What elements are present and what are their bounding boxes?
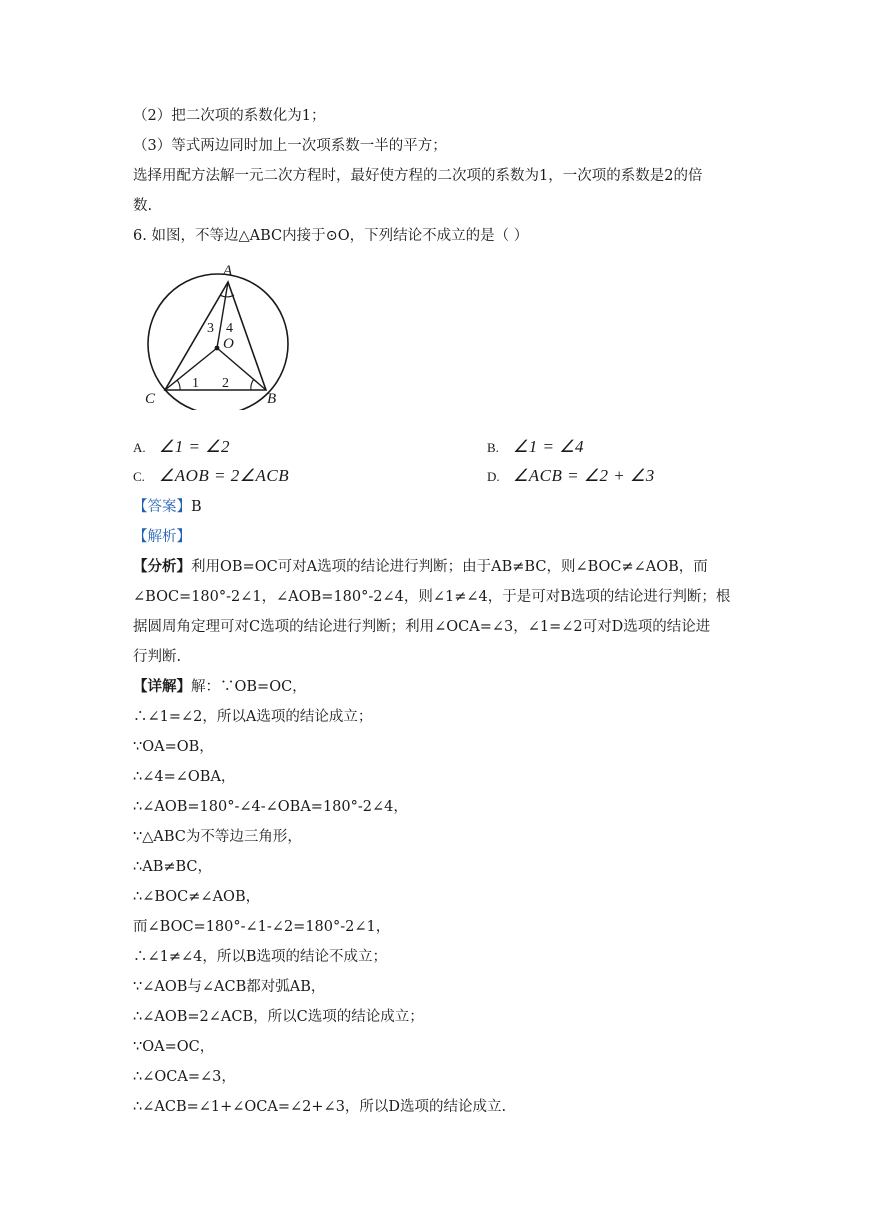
label-point-c: C	[145, 391, 156, 407]
option-c-expr: ∠AOB = 2∠ACB	[159, 466, 290, 485]
analysis-label: 【分析】	[133, 558, 191, 575]
detail-step: 而∠BOC=180°-∠1-∠2=180°-2∠1，	[133, 919, 391, 935]
detail-step: ∵OA=OB，	[133, 739, 214, 755]
detail-step: ∴AB≠BC，	[133, 859, 213, 875]
detail-step: ∴∠1≠∠4，所以B选项的结论不成立；	[133, 949, 388, 965]
label-angle-4: 4	[226, 321, 233, 336]
detail-first: 解：∵OB=OC，	[191, 679, 307, 695]
label-angle-3: 3	[207, 321, 214, 336]
option-b-tag: B.	[487, 440, 499, 455]
answer-value: B	[191, 499, 202, 515]
analysis-line-1	[133, 557, 708, 577]
geometry-figure	[140, 258, 300, 410]
angle-arc-1	[177, 380, 180, 390]
intro-line-4: 数.	[133, 198, 153, 214]
option-d-tag: D.	[487, 469, 500, 484]
analysis-header: 【解析】	[133, 529, 191, 545]
option-a-tag: A.	[133, 440, 146, 455]
answer-label: 【答案】	[133, 499, 191, 515]
analysis-text-1: 利用OB=OC可对A选项的结论进行判断；由于AB≠BC，则∠BOC≠∠AOB，而	[191, 559, 708, 575]
label-point-a: A	[223, 263, 233, 279]
circle-triangle-diagram	[140, 258, 300, 410]
intro-line-3: 选择用配方法解一元二次方程时，最好使方程的二次项的系数为1，一次项的系数是2的倍	[133, 168, 703, 184]
detail-label: 【详解】	[133, 678, 191, 695]
intro-line-1: （2）把二次项的系数化为1；	[133, 108, 326, 124]
option-c	[133, 465, 289, 488]
option-b	[487, 436, 584, 459]
question-text: 6. 如图，不等边△ABC内接于⊙O，下列结论不成立的是（ ）	[133, 228, 529, 244]
label-angle-2: 2	[222, 376, 229, 391]
center-point-o	[215, 346, 220, 351]
answer-line	[133, 497, 202, 517]
detail-step: ∵OA=OC，	[133, 1039, 215, 1055]
label-point-o: O	[223, 336, 234, 352]
analysis-line-3: 据圆周角定理可对C选项的结论进行判断；利用∠OCA=∠3，∠1=∠2可对D选项的结论进	[133, 619, 711, 635]
detail-step: ∴∠AOB=180°-∠4-∠OBA=180°-2∠4，	[133, 799, 408, 815]
intro-line-2: （3）等式两边同时加上一次项系数一半的平方；	[133, 138, 447, 154]
option-d-expr: ∠ACB = ∠2 + ∠3	[513, 466, 655, 485]
segment-oc	[165, 348, 217, 390]
detail-step: ∴∠AOB=2∠ACB，所以C选项的结论成立；	[133, 1009, 424, 1025]
detail-step: ∴∠OCA=∠3，	[133, 1069, 236, 1085]
detail-step: ∴∠4=∠OBA，	[133, 769, 236, 785]
option-c-tag: C.	[133, 469, 145, 484]
triangle-abc	[165, 282, 266, 390]
option-d	[487, 465, 655, 488]
analysis-line-2: ∠BOC=180°-2∠1，∠AOB=180°-2∠4，则∠1≠∠4，于是可对B选项的结论进行判断；根	[133, 589, 731, 605]
detail-step: ∴∠1=∠2，所以A选项的结论成立；	[133, 709, 373, 725]
option-a	[133, 436, 230, 459]
label-point-b: B	[267, 391, 277, 407]
detail-step: ∴∠ACB=∠1+∠OCA=∠2+∠3，所以D选项的结论成立.	[133, 1099, 507, 1115]
detail-line-0	[133, 677, 307, 697]
analysis-line-4: 行判断.	[133, 649, 182, 665]
angle-arc-2	[251, 379, 254, 390]
detail-step: ∵∠AOB与∠ACB都对弧AB，	[133, 979, 326, 995]
detail-step: ∵△ABC为不等边三角形，	[133, 829, 302, 845]
option-b-expr: ∠1 = ∠4	[513, 437, 584, 456]
label-angle-1: 1	[192, 376, 199, 391]
detail-step: ∴∠BOC≠∠AOB，	[133, 889, 261, 905]
option-a-expr: ∠1 = ∠2	[159, 437, 230, 456]
